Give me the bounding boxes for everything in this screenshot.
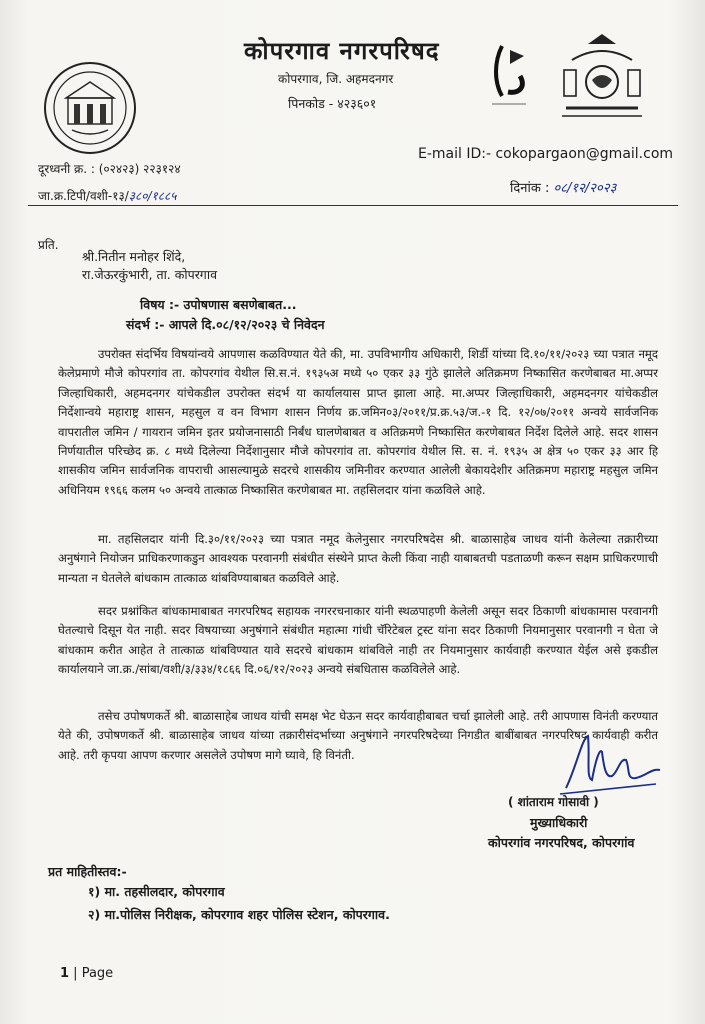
page-number: 1 | Page xyxy=(60,966,114,981)
recipient-address: रा.जेऊरकुंभारी, ता. कोपरगाव xyxy=(82,267,218,282)
subject-line: विषय :- उपोषणास बसणेबाबत... xyxy=(140,297,297,312)
reference-prefix: जा.क्र.टिपी/वशी-१३/ xyxy=(38,189,129,203)
header-divider xyxy=(28,205,678,206)
body-paragraph-2: मा. तहसिलदार यांनी दि.३०/११/२०२३ च्या पत्रात नमूद केलेनुसार नगरपरिषदेस श्री. बाळासाहेब जाधव यांनी केलेल्या तक्रारीच्या अनुषंगाने नियोजन प्राधिकरणाकडुन आवश्यक परवानगी संबंधीत संस्थेने प्राप्त केली किंवा नाही याबाबतची पडताळणी करून सक्षम प्राधिकरणाची मान्यता न घेतलेले बांधकाम तात्काळ थांबविण्याबाबत कळविले आहे. xyxy=(58,532,658,585)
page-num: 1 xyxy=(60,966,70,981)
copy-to-heading: प्रत माहितीस्तव:- xyxy=(48,864,127,879)
signatory-org: कोपरगांव नगरपरिषद, कोपरगांव xyxy=(488,835,635,850)
prati-label: प्रति. xyxy=(38,238,59,252)
reference-handwritten: ३८०/१८८५ xyxy=(128,189,177,203)
page-word: Page xyxy=(81,966,114,981)
org-email: E-mail ID:- cokopargaon@gmail.com xyxy=(418,146,674,162)
copy-to-item: १) मा. तहसीलदार, कोपरगाव xyxy=(88,884,225,899)
org-phone: दूरध्वनी क्र. : (०२४२३) २२३१२४ xyxy=(38,162,181,176)
org-pincode: पिनकोड - ४२३६०१ xyxy=(288,96,377,111)
signatory-role: मुख्याधिकारी xyxy=(530,815,588,830)
campaign-logo-icon xyxy=(480,42,538,112)
municipal-seal-icon xyxy=(42,60,138,156)
body-paragraph-3: सदर प्रश्नांकित बांधकामाबाबत नगरपरिषद सहायक नगररचनाकार यांनी स्थळपाहणी केलेली असून सदर ठिकाणी बांधकामास परवानगी घेतल्याचे दिसून येत नाही. सदर विषयाच्या अनुषंगाने संबंधीत महात्मा गांधी चॅरिटेबल ट्रस्ट यांना सदर ठिकाणी नियमानुसार परवानगी न घेता जे बांधकाम करीत आहेत ते तात्काळ थांबविण्यात यावे सदरचे बांधकाम थांबविले नाही तर नियमानुसार कार्यवाही करण्यात येईल असे इकडील कार्यालयाने जा.क्र./सांबा/वशी/३/३३४/१८६६ दि.०६/१२/२०२३ अन्वये संबधितास कळविलेले आहे. xyxy=(58,604,658,677)
recipient-name: श्री.नितीन मनोहर शिंदे, xyxy=(82,249,186,264)
date-value: ०८/१२/२०२३ xyxy=(553,181,617,196)
copy-to-item: २) मा.पोलिस निरीक्षक, कोपरगाव शहर पोलिस स्टेशन, कोपरगाव. xyxy=(88,907,390,922)
signatory-name: ( शांताराम गोसावी ) xyxy=(508,795,599,809)
reference-number xyxy=(38,187,177,204)
org-address: कोपरगाव, जि. अहमदनगर xyxy=(278,72,394,86)
letter-date xyxy=(510,178,616,196)
body-paragraph-1: उपरोक्त संदर्भिय विषयांन्वये आपणास कळविण्यात येते की, मा. उपविभागीय अधिकारी, शिर्डी यांच्या दि.१०/११/२०२३ च्या पत्रात नमूद केलेप्रमाणे मौजे कोपरगांव ता. कोपरगांव येथील सि.स.नं. १९३५अ मध्ये ५० एकर ३३ गुंठे झालेले अतिक्रमण निष्कासित करणेबाबत मा.अप्पर जिल्हाधिकारी, अहमदनगर यांचेकडील उपरोक्त संदर्भ या कार्यालयास प्राप्त झाला आहे. मा.अप्पर जिल्हाधिकारी, अहमदनगर यांचेकडील निर्देशान्वये महाराष्ट्र शासन, महसुल व वन विभाग शासन निर्णय क्र.जमिन०३/२०११/प्र.क्र.५३/ज.-१ दि. १२/०७/२०११ अन्वये सार्वजनिक वापरातील जमिन / गायरान जमिन इतर प्रयोजनासाठी निर्बंध घालणेबाबत व अतिक्रमणे निष्कासित करणेबाबत निर्देश दिलेले आहे. सदर शासन निर्णयातील परिच्छेद क्र. ८ मध्ये दिलेल्या निर्देशानुसार मौजे कोपरगांव ता. कोपरगांव येथील सि. स. नं. १९३५ अ क्षेत्र ५० एकर ३३ आर हि शासकीय जमिन सार्वजनिक वापराची आसल्यामुळे सदरचे शासकीय जमिनीवर करण्यात आलेली बेकायदेशीर अतिक्रमण महाराष्ट्र महसुल जमिन अधिनियम १९६६ कलम ५० अन्वये तात्काळ निष्कासित करणेबाबत मा. तहसिलदार यांना कळविले आहे. xyxy=(58,347,658,497)
signature-mark xyxy=(556,728,666,800)
reference-line: संदर्भ :- आपले दि.०८/१२/२०२३ चे निवेदन xyxy=(126,317,325,332)
state-emblem-icon xyxy=(556,30,648,122)
date-label: दिनांक : xyxy=(510,181,550,196)
org-title: कोपरगाव नगरपरिषद xyxy=(244,37,440,65)
body-paragraph-4: तसेच उपोषणकर्ते श्री. बाळासाहेब जाधव यांची समक्ष भेट घेऊन सदर कार्यवाहीबाबत चर्चा झालेली आहे. तरी आपणास विनंती करण्यात येते की, उपोषणकर्ते श्री. बाळासाहेब जाधव यांच्या तक्रारीसंदर्भाच्या अनुषंगाने नगरपरिषदेच्या निगडीत बाबींबाबत नगरपरिषद कार्यवाही करीत आहे. तरी कृपया आपण करणार असलेले उपोषण मागे घ्यावे, हि विनंती. xyxy=(58,709,658,762)
